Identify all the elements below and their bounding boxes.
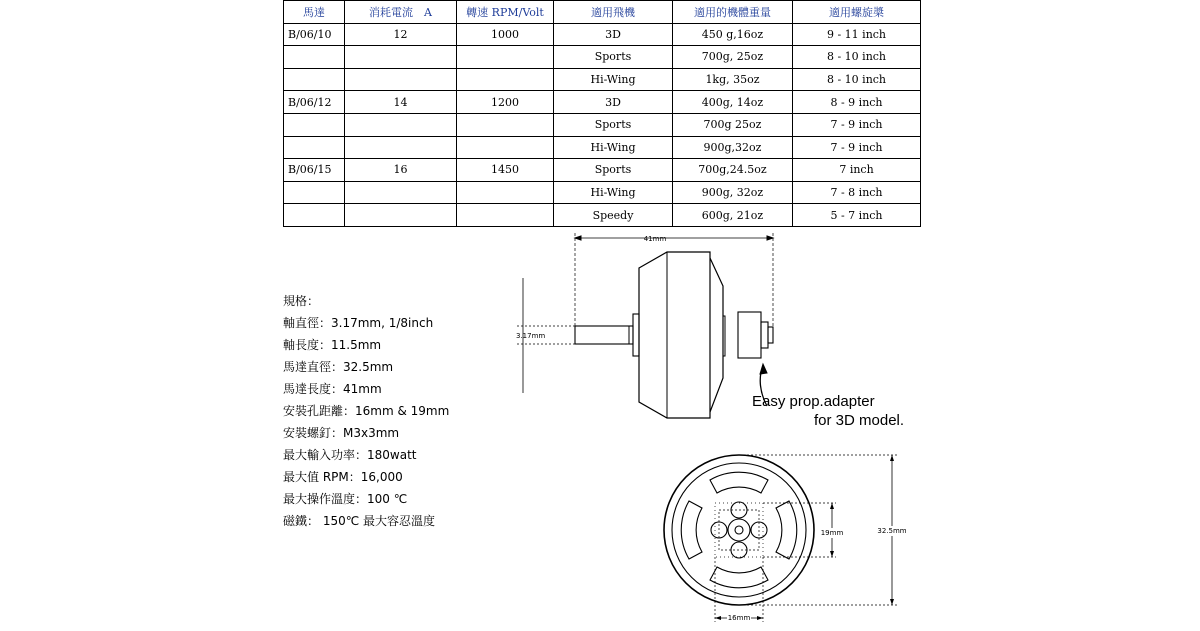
cell-plane: Speedy <box>554 204 673 227</box>
cell-prop: 8 - 10 inch <box>793 68 921 91</box>
table-row <box>284 113 921 136</box>
cell-plane: Hi-Wing <box>554 136 673 159</box>
center-bore <box>735 526 743 534</box>
cell-weight: 600g, 21oz <box>673 204 793 227</box>
cell-motor <box>284 204 345 227</box>
cell-current <box>345 113 457 136</box>
arrow-right-icon <box>767 236 773 240</box>
shaft-end <box>768 327 773 343</box>
cell-motor: B/06/10 <box>284 23 345 46</box>
header-prop: 適用螺旋槳 <box>793 1 921 24</box>
adapter-note <box>752 392 922 430</box>
hole-pattern-box <box>719 510 759 550</box>
motor-front-view-drawing <box>660 450 920 631</box>
center-hub <box>728 519 750 541</box>
cell-motor <box>284 68 345 91</box>
arrow-left-icon <box>715 616 721 620</box>
cell-weight: 700g,24.5oz <box>673 159 793 182</box>
spec-max-power: 最大輸入功率：180watt <box>283 448 417 462</box>
cell-rpm: 1200 <box>457 91 554 114</box>
spec-list <box>283 290 523 532</box>
cell-rpm <box>457 46 554 69</box>
cell-prop: 7 inch <box>793 159 921 182</box>
spec-shaft-length: 軸長度：11.5mm <box>283 338 382 352</box>
cell-weight: 700g 25oz <box>673 113 793 136</box>
cell-current <box>345 68 457 91</box>
cell-rpm <box>457 113 554 136</box>
cell-rpm: 1000 <box>457 23 554 46</box>
header-rpm: 轉速 RPM/Volt <box>457 1 554 24</box>
arrow-up-icon <box>890 455 894 461</box>
cell-plane: Sports <box>554 159 673 182</box>
table-header-row <box>284 1 921 24</box>
cell-current: 12 <box>345 23 457 46</box>
cell-motor: B/06/15 <box>284 159 345 182</box>
cell-rpm <box>457 68 554 91</box>
dim-diameter-label: 32.5mm <box>877 527 907 535</box>
dim-41mm-label: 41mm <box>643 235 667 243</box>
cell-prop: 7 - 9 inch <box>793 136 921 159</box>
cell-prop: 8 - 10 inch <box>793 46 921 69</box>
cell-prop: 8 - 9 inch <box>793 91 921 114</box>
table-row <box>284 204 921 227</box>
cell-weight: 700g, 25oz <box>673 46 793 69</box>
cell-motor <box>284 136 345 159</box>
table-row <box>284 159 921 182</box>
arrow-down-icon <box>890 599 894 605</box>
vent-slot-right <box>776 501 797 559</box>
cell-rpm: 1450 <box>457 159 554 182</box>
cell-weight: 900g,32oz <box>673 136 793 159</box>
adapter-note-line1: Easy prop.adapter <box>752 393 875 410</box>
cell-current: 14 <box>345 91 457 114</box>
cell-plane: Hi-Wing <box>554 68 673 91</box>
vent-slot-bottom <box>710 567 768 588</box>
table-row <box>284 68 921 91</box>
cell-weight: 1kg, 35oz <box>673 68 793 91</box>
cell-prop: 7 - 8 inch <box>793 181 921 204</box>
cell-weight: 400g, 14oz <box>673 91 793 114</box>
adapter-flange <box>723 316 725 356</box>
header-plane: 適用飛機 <box>554 1 673 24</box>
table-row <box>284 136 921 159</box>
cell-rpm <box>457 181 554 204</box>
cell-current: 16 <box>345 159 457 182</box>
motor-spec-table <box>283 0 921 227</box>
header-current: 消耗電流 A <box>345 1 457 24</box>
spec-max-temp: 最大操作溫度：100 ℃ <box>283 492 408 506</box>
vent-slot-left <box>681 501 702 559</box>
cell-weight: 450 g,16oz <box>673 23 793 46</box>
spec-motor-length: 馬達長度：41mm <box>283 382 382 396</box>
spec-magnet-temp: 磁鐵： 150℃ 最大容忍溫度 <box>283 514 436 528</box>
cell-plane: 3D <box>554 23 673 46</box>
cell-current <box>345 136 457 159</box>
motor-inner-ring <box>672 463 806 597</box>
front-bearing <box>633 314 639 356</box>
header-weight: 適用的機體重量 <box>673 1 793 24</box>
spec-motor-diameter: 馬達直徑：32.5mm <box>283 360 394 374</box>
cell-motor <box>284 113 345 136</box>
arrow-up-icon <box>830 503 834 509</box>
motor-shaft <box>575 326 633 344</box>
motor-outer-ring <box>664 455 814 605</box>
cell-motor <box>284 181 345 204</box>
pointer-arrow-icon <box>760 364 767 374</box>
cell-weight: 900g, 32oz <box>673 181 793 204</box>
header-motor: 馬達 <box>284 1 345 24</box>
prop-adapter-nut <box>761 322 768 348</box>
cell-prop: 5 - 7 inch <box>793 204 921 227</box>
dim-19mm-label: 19mm <box>820 529 844 537</box>
adapter-note-line2: for 3D model. <box>814 412 905 429</box>
cell-prop: 7 - 9 inch <box>793 113 921 136</box>
cell-current <box>345 181 457 204</box>
cell-motor <box>284 46 345 69</box>
hole-pattern-box <box>715 503 763 557</box>
cell-current <box>345 204 457 227</box>
spec-mount-screw: 安裝螺釘：M3x3mm <box>283 426 400 440</box>
spec-shaft-diameter: 軸直徑：3.17mm, 1/8inch <box>283 316 434 330</box>
cell-prop: 9 - 11 inch <box>793 23 921 46</box>
arrow-down-icon <box>830 551 834 557</box>
arrow-right-icon <box>757 616 763 620</box>
cell-motor: B/06/12 <box>284 91 345 114</box>
cell-current <box>345 46 457 69</box>
arrow-left-icon <box>575 236 581 240</box>
dim-shaft-label: 3.17mm <box>516 332 546 340</box>
cell-plane: 3D <box>554 91 673 114</box>
spec-max-rpm: 最大值 RPM：16,000 <box>283 470 403 484</box>
table-row <box>284 181 921 204</box>
spec-title: 規格： <box>283 294 320 308</box>
cell-plane: Hi-Wing <box>554 181 673 204</box>
vent-slot-top <box>710 472 768 493</box>
cell-plane: Sports <box>554 46 673 69</box>
prop-adapter <box>738 312 761 358</box>
table-row <box>284 23 921 46</box>
cell-plane: Sports <box>554 113 673 136</box>
motor-base <box>710 258 723 412</box>
table-row <box>284 46 921 69</box>
cell-rpm <box>457 204 554 227</box>
spec-mount-hole-distance: 安裝孔距離：16mm & 19mm <box>283 404 450 418</box>
dim-16mm-label: 16mm <box>727 614 751 622</box>
cell-rpm <box>457 136 554 159</box>
table-row <box>284 91 921 114</box>
motor-bell <box>639 252 710 418</box>
